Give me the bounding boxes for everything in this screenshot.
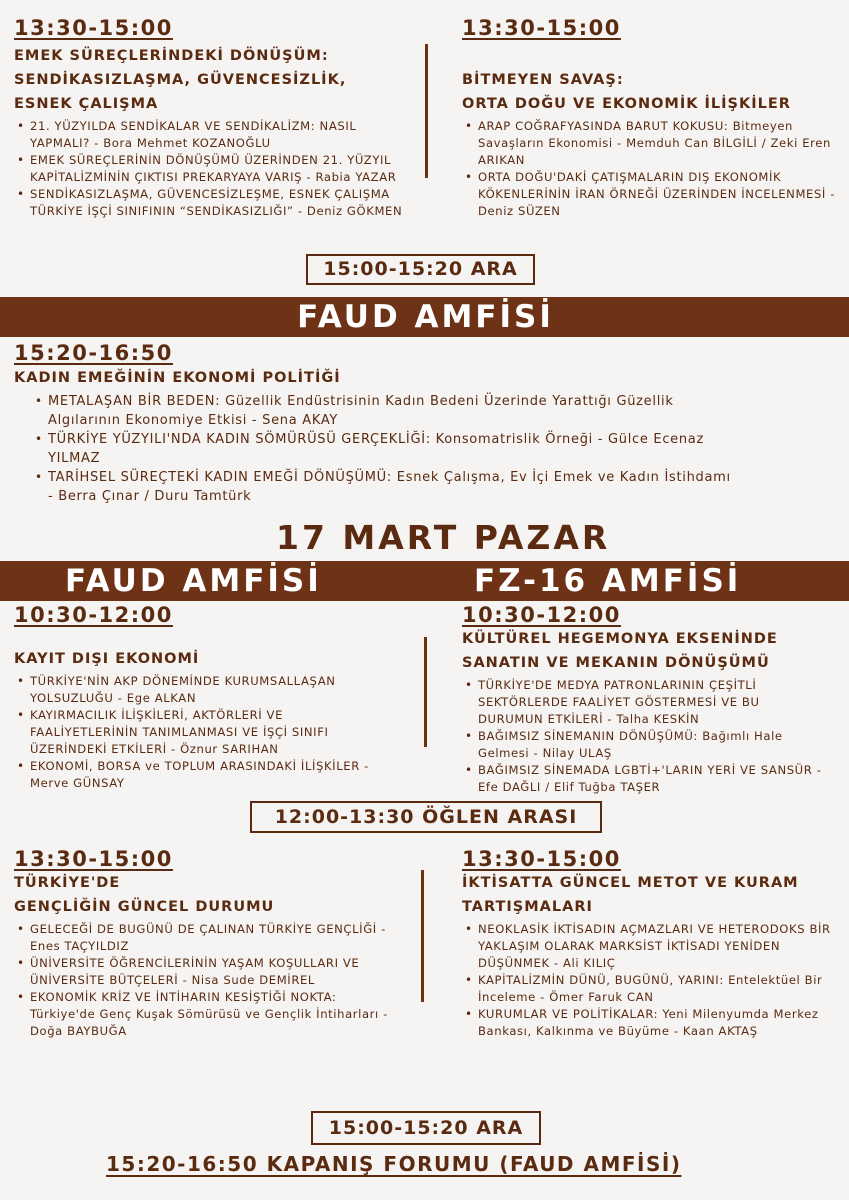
session-d2-afternoon-right [462,847,837,1040]
session-title [14,647,414,671]
session-title-line: ORTA DOĞU VE EKONOMİK İLİŞKİLER [462,96,791,112]
session-title-line: GENÇLİĞİN GÜNCEL DURUMU [14,899,275,915]
session-title: KADIN EMEĞİNİN EKONOMİ POLİTİĞİ [14,370,341,386]
column-divider [421,870,424,1002]
break-label: 15:00-15:20 ARA [311,1111,541,1145]
session-title [462,871,837,919]
session-time: 10:30-12:00 [462,603,621,627]
session-title-line: TARTIŞMALARI [462,899,593,915]
talk-item: • EMEK SÜREÇLERİNİN DÖNÜŞÜMÜ ÜZERİNDEN 21. YÜZYIL KAPİTALİZMİNİN ÇIKTISI PREKARYAYA VARIŞ - Rabia YAZAR [30,152,415,186]
session-title-line: KAYIT DIŞI EKONOMİ [14,651,200,667]
talk-item: • ÜNİVERSİTE ÖĞRENCİLERİNİN YAŞAM KOŞULLARI VE ÜNİVERSİTE BÜTÇELERİ - Nisa Sude DEMİREL [30,955,405,989]
session-d1-right [462,16,837,220]
session-d2-morning-left [14,603,414,792]
talk-item: • TÜRKİYE'NİN AKP DÖNEMİNDE KURUMSALLAŞAN YOLSUZLUĞU - Ege ALKAN [30,673,395,707]
session-title-line: SENDİKASIZLAŞMA, GÜVENCESİZLİK, [14,72,347,88]
talk-item: • 21. YÜZYILDA SENDİKALAR VE SENDİKALİZM: NASIL YAPMALI? - Bora Mehmet KOZANOĞLU [30,118,415,152]
talk-item: • BAĞIMSIZ SİNEMANIN DÖNÜŞÜMÜ: Bağımlı Hale Gelmesi - Nilay ULAŞ [478,728,828,762]
closing-forum: 15:20-16:50 KAPANIŞ FORUMU (FAUD AMFİSİ) [106,1152,682,1176]
talk-item: • TARİHSEL SÜREÇTEKİ KADIN EMEĞİ DÖNÜŞÜMÜ: Esnek Çalışma, Ev İçi Emek ve Kadın İstihdamı - Berra Çınar / Duru Tamtürk [48,468,738,506]
session-title [14,871,414,919]
session-d1-left [14,16,414,220]
talk-item: • TÜRKİYE'DE MEDYA PATRONLARININ ÇEŞİTLİ SEKTÖRLERDE FAALİYET GÖSTERMESİ VE BU DURUMUN ETKİLERİ - Talha KESKİN [478,677,828,728]
session-d1-single [14,341,834,506]
talk-list [14,673,395,792]
venue-banner [0,297,849,337]
venue-label-left: FAUD AMFİSİ [65,563,322,599]
talk-item: • NEOKLASİK İKTİSADIN AÇMAZLARI VE HETERODOKS BİR YAKLAŞIM OLARAK MARKSİST İKTİSADI YENİDEN DÜŞÜNMEK - Ali KILIÇ [478,921,838,972]
talk-list [462,118,838,220]
session-title-line: BİTMEYEN SAVAŞ: [462,72,624,88]
session-title [462,627,837,675]
talk-item: • EKONOMİK KRİZ VE İNTİHARIN KESİŞTİĞİ NOKTA: Türkiye'de Genç Kuşak Sömürüsü ve Gençlik İntiharları - Doğa BAYBUĞA [30,989,405,1040]
session-d2-afternoon-left [14,847,414,1040]
talk-item: • GELECEĞİ DE BUGÜNÜ DE ÇALINAN TÜRKİYE GENÇLİĞİ - Enes TAÇYILDIZ [30,921,405,955]
session-time: 13:30-15:00 [14,847,173,871]
session-time: 15:20-16:50 [14,341,173,365]
session-title-line: ESNEK ÇALIŞMA [14,96,159,112]
talk-item: • METALAŞAN BİR BEDEN: Güzellik Endüstrisinin Kadın Bedeni Üzerinde Yarattığı Güzellik Algılarının Ekonomiye Etkisi - Sena AKAY [48,392,738,430]
session-d2-morning-right [462,603,837,796]
session-title [14,44,414,116]
venue-label-right: FZ-16 AMFİSİ [474,563,742,599]
session-time: 13:30-15:00 [462,16,621,40]
session-title-line: İKTİSATTA GÜNCEL METOT VE KURAM [462,875,799,891]
lunch-break-label: 12:00-13:30 ÖĞLEN ARASI [250,801,602,833]
talk-list [462,921,838,1040]
talk-item: • TÜRKİYE YÜZYILI'NDA KADIN SÖMÜRÜSÜ GERÇEKLİĞİ: Konsomatrislik Örneği - Gülce Ecenaz YILMAZ [48,430,738,468]
venue-label: FAUD AMFİSİ [297,299,554,335]
session-title-line: EMEK SÜREÇLERİNDEKİ DÖNÜŞÜM: [14,48,329,64]
talk-item: • KAPİTALİZMİN DÜNÜ, BUGÜNÜ, YARINI: Entelektüel Bir İnceleme - Ömer Faruk CAN [478,972,838,1006]
break-label: 15:00-15:20 ARA [306,254,535,285]
talk-item: • KURUMLAR VE POLİTİKALAR: Yeni Milenyumda Merkez Bankası, Kalkınma ve Büyüme - Kaan AKTAŞ [478,1006,838,1040]
talk-item: • EKONOMİ, BORSA ve TOPLUM ARASINDAKİ İLİŞKİLER - Merve GÜNSAY [30,758,395,792]
session-time: 10:30-12:00 [14,603,173,627]
session-title [462,68,837,116]
talk-list [14,392,738,506]
column-divider [424,637,427,747]
session-title-line: TÜRKİYE'DE [14,875,121,891]
session-title-line: SANATIN VE MEKANIN DÖNÜŞÜMÜ [462,655,770,671]
venue-banner [0,561,849,601]
talk-item: • BAĞIMSIZ SİNEMADA LGBTİ+'LARIN YERİ VE SANSÜR - Efe DAĞLI / Elif Tuğba TAŞER [478,762,828,796]
session-title-line: KÜLTÜREL HEGEMONYA EKSENİNDE [462,631,778,647]
talk-list [14,118,415,220]
column-divider [425,44,428,178]
talk-item: • ORTA DOĞU'DAKİ ÇATIŞMALARIN DIŞ EKONOMİK KÖKENLERİNİN İRAN ÖRNEĞİ ÜZERİNDEN İNCELENMESİ - Deniz SÜZEN [478,169,838,220]
talk-item: • SENDİKASIZLAŞMA, GÜVENCESİZLEŞME, ESNEK ÇALIŞMA TÜRKİYE İŞÇİ SINIFININ “SENDİKASIZLIĞI” - Deniz GÖKMEN [30,186,415,220]
talk-item: • ARAP COĞRAFYASINDA BARUT KOKUSU: Bitmeyen Savaşların Ekonomisi - Memduh Can BİLGİLİ / Zeki Eren ARIKAN [478,118,838,169]
session-time: 13:30-15:00 [14,16,173,40]
session-time: 13:30-15:00 [462,847,621,871]
talk-item: • KAYIRMACILIK İLİŞKİLERİ, AKTÖRLERİ VE FAALİYETLERİNİN TANIMLANMASI VE İŞÇİ SINIFI ÜZERİNDEKİ ETKİLERİ - Öznur SARIHAN [30,707,395,758]
day-heading: 17 MART PAZAR [276,518,611,557]
talk-list [14,921,405,1040]
talk-list [462,677,828,796]
